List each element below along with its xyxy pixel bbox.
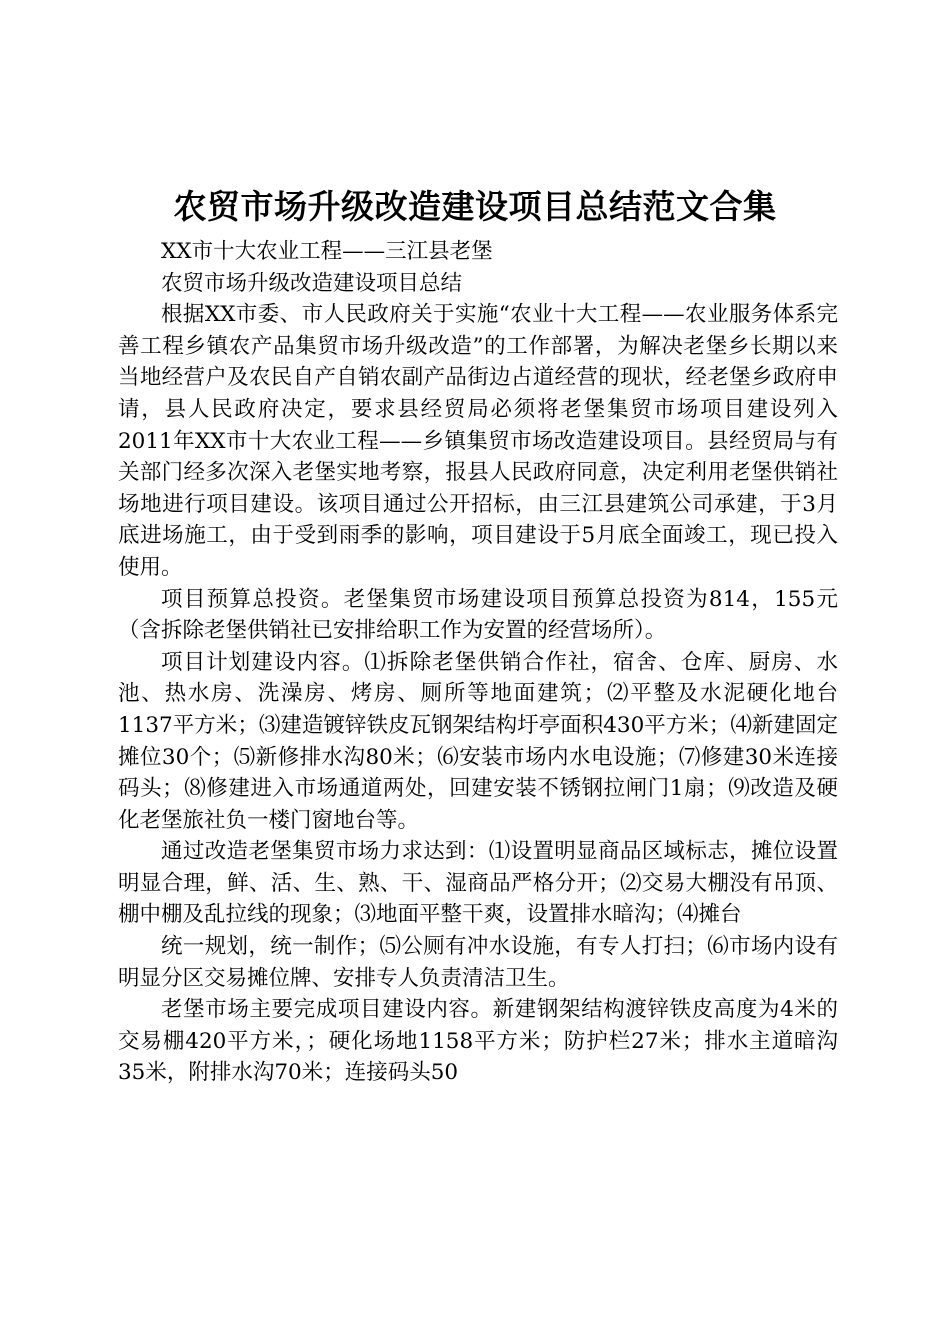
subtitle-line-2: 农贸市场升级改造建设项目总结 [161,270,463,296]
paragraph-goals-continued: 统一规划，统一制作；⑸公厕有冲水设施，有专人打扫；⑹市场内设有明显分区交易摊位牌、安排专人负责清洁卫生。 [118,934,838,991]
paragraph-completed-content: 老堡市场主要完成项目建设内容。新建钢架结构渡锌铁皮高度为4米的交易棚420平方米，；硬化场地1158平方米；防护栏27米；排水主道暗沟35米，附排水沟70米；连接码头50 [118,997,838,1086]
subtitle-line-1: XX市十大农业工程——三江县老堡 [161,239,493,264]
document-body [118,236,838,1089]
paragraph-budget: 项目预算总投资。老堡集贸市场建设项目预算总投资为814，155元（含拆除老堡供销社已安排给职工作为安置的经营场所）。 [118,586,838,644]
document-title: 农贸市场升级改造建设项目总结范文合集 [173,187,777,226]
paragraph-background: 根据XX市委、市人民政府关于实施“农业十大工程——农业服务体系完善工程乡镇农产品集贸市场升级改造”的工作部署，为解决老堡乡长期以来当地经营户及农民自产自销农副产品街边占道经营的现状，经老堡乡政府申请，县人民政府决定，要求县经贸局必须将老堡集贸市场项目建设列入2011年XX市十大农业工程——乡镇集贸市场改造建设项目。县经贸局与有关部门经多次深入老堡实地考察，报县人民政府同意，决定利用老堡供销社场地进行项目建设。该项目通过公开招标，由三江县建筑公司承建，于3月底进场施工，由于受到雨季的影响，项目建设于5月底全面竣工，现已投入使用。 [118,302,838,580]
paragraph-goals: 通过改造老堡集贸市场力求达到：⑴设置明显商品区域标志，摊位设置明显合理，鲜、活、生、熟、干、湿商品严格分开；⑵交易大棚没有吊顶、棚中棚及乱拉线的现象；⑶地面平整干爽，设置排水暗沟；⑷摊台 [118,839,838,928]
paragraph-planned-content: 项目计划建设内容。⑴拆除老堡供销合作社，宿舍、仓库、厨房、水池、热水房、洗澡房、烤房、厕所等地面建筑；⑵平整及水泥硬化地台1137平方米；⑶建造镀锌铁皮瓦钢架结构圩亭面积430平方米；⑷新建固定摊位30个；⑸新修排水沟80米；⑹安装市场内水电设施；⑺修建30米连接码头；⑻修建进入市场通道两处，回建安装不锈钢拉闸门1扇；⑼改造及硬化老堡旅社负一楼门窗地台等。 [118,649,838,833]
